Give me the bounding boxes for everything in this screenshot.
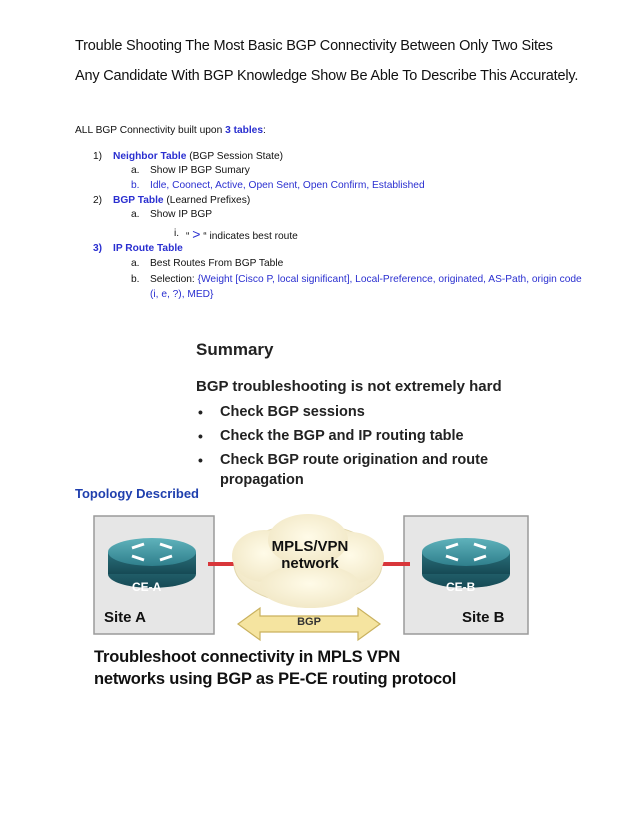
best-route-symbol: >: [192, 226, 201, 242]
item2-a-label: a.: [131, 209, 140, 220]
item2-number: 2): [93, 195, 103, 206]
document-subtitle: Any Candidate With BGP Knowledge Show Be Able To Describe This Accurately.: [75, 68, 579, 84]
intro-suffix: :: [263, 125, 266, 136]
summary-bullet-2: Check the BGP and IP routing table: [220, 428, 464, 444]
router-a-label: CE-A: [132, 580, 162, 594]
item1-line: [113, 150, 283, 164]
cloud-label-line1: MPLS/VPN: [271, 538, 349, 555]
item1-b-text: Idle, Coonect, Active, Open Sent, Open Confirm, Established: [150, 180, 425, 191]
item1-number: 1): [93, 151, 103, 162]
cloud-label-line2: network: [281, 555, 339, 572]
cloud-label: [260, 538, 360, 572]
item2-title: BGP Table: [113, 195, 164, 206]
topology-diagram: [88, 512, 538, 712]
item3-title: IP Route Table: [113, 243, 183, 254]
intro-highlight: 3 tables: [225, 125, 264, 136]
item3-b-text-line2: (i, e, ?), MED}: [150, 289, 214, 300]
item3-a-label: a.: [131, 258, 140, 269]
item3-b-prefix: Selection:: [150, 274, 198, 285]
item1-a-text: Show IP BGP Sumary: [150, 165, 250, 176]
item3-a-text: Best Routes From BGP Table: [150, 258, 284, 269]
intro-line: [75, 124, 266, 138]
site-b-label: Site B: [462, 609, 505, 626]
summary-bullet-3-cont: propagation: [220, 472, 304, 488]
item1-detail: (BGP Session State): [186, 151, 284, 162]
item3-b-label: b.: [131, 274, 140, 285]
bgp-arrow-label: BGP: [297, 616, 321, 628]
item2-detail: (Learned Prefixes): [163, 195, 251, 206]
item2-i-line: [186, 227, 298, 244]
item1-a-label: a.: [131, 165, 140, 176]
item2-i-post: “ indicates best route: [200, 231, 298, 242]
summary-bullet-1: Check BGP sessions: [220, 404, 365, 420]
item2-line: [113, 194, 250, 208]
item3-b-line1: [150, 273, 582, 287]
item1-title: Neighbor Table: [113, 151, 187, 162]
document-title: Trouble Shooting The Most Basic BGP Connectivity Between Only Two Sites: [75, 38, 553, 54]
intro-prefix: ALL BGP Connectivity built upon: [75, 125, 226, 136]
item3-b-text-line1: {Weight [Cisco P, local significant], Local-Preference, originated, AS-Path, origin code: [197, 274, 582, 285]
topology-caption-line1: Troubleshoot connectivity in MPLS VPN: [94, 648, 401, 666]
summary-title: Summary: [196, 340, 274, 359]
item2-i-pre: “: [186, 231, 193, 242]
topology-heading: Topology Described: [75, 486, 199, 501]
bullet-dot: •: [198, 428, 203, 444]
summary-heading: BGP troubleshooting is not extremely hard: [196, 378, 502, 395]
summary-bullet-3: Check BGP route origination and route: [220, 452, 489, 468]
item2-i-label: i.: [174, 228, 180, 239]
item1-b-label: b.: [131, 180, 140, 191]
topology-caption-line2: networks using BGP as PE-CE routing protocol: [94, 670, 457, 688]
summary-slide: [186, 334, 546, 494]
bullet-dot: •: [198, 452, 203, 468]
bullet-dot: •: [198, 404, 203, 420]
item3-number: 3): [93, 243, 103, 254]
item2-a-text: Show IP BGP: [150, 209, 213, 220]
router-b-label: CE-B: [446, 580, 476, 594]
site-a-label: Site A: [104, 609, 146, 626]
